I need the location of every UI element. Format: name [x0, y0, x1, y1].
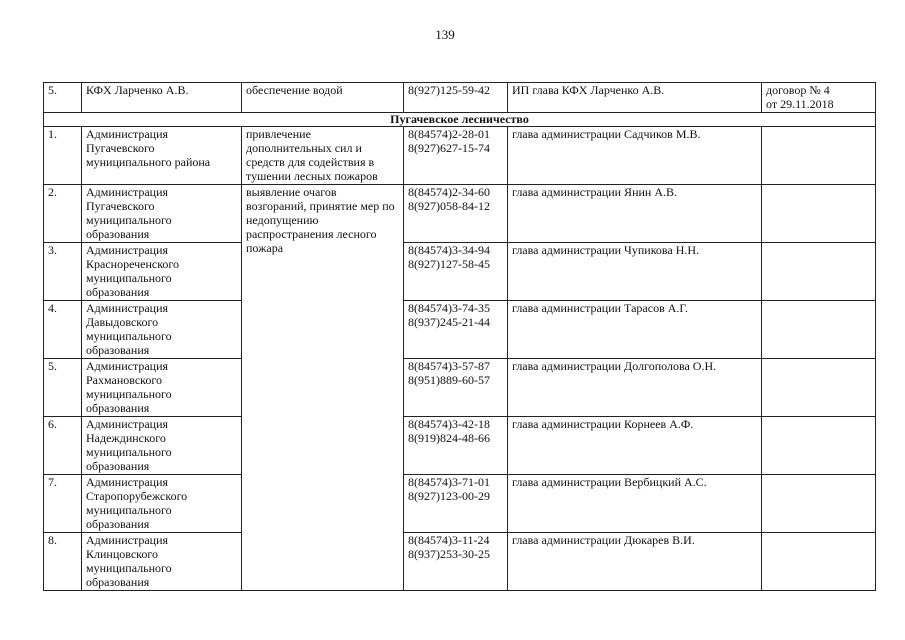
landline-phone: 8(84574)3-57-87 — [408, 359, 490, 373]
table-row — [44, 533, 876, 591]
row-number: 3. — [44, 243, 82, 301]
basis-cell — [762, 83, 876, 113]
activity-cell: выявление очагов возгораний, принятие мер по недопущению распространения лесного пожара — [242, 185, 404, 591]
responsible-cell: глава администрации Дюкарев В.И. — [508, 533, 762, 591]
table-row — [44, 83, 876, 113]
table-row — [44, 475, 876, 533]
activity-cell: обеспечение водой — [242, 83, 404, 113]
row-number: 4. — [44, 301, 82, 359]
mobile-phone: 8(951)889-60-57 — [408, 373, 490, 387]
basis-cell — [762, 475, 876, 533]
page-number: 139 — [435, 27, 455, 42]
organization-name: Администрация Пугачевского муниципального района — [82, 127, 242, 185]
row-number: 7. — [44, 475, 82, 533]
contract-date: от 29.11.2018 — [766, 97, 834, 111]
row-number: 8. — [44, 533, 82, 591]
mobile-phone: 8(927)058-84-12 — [408, 199, 490, 213]
organization-name: Администрация Пугачевского муниципального образования — [82, 185, 242, 243]
responsible-cell: глава администрации Чупикова Н.Н. — [508, 243, 762, 301]
table-row — [44, 301, 876, 359]
phone-cell — [404, 301, 508, 359]
phone-cell — [404, 475, 508, 533]
phone-cell — [404, 127, 508, 185]
row-number: 1. — [44, 127, 82, 185]
landline-phone: 8(84574)2-34-60 — [408, 185, 490, 199]
responsible-cell: ИП глава КФХ Ларченко А.В. — [508, 83, 762, 113]
row-number: 2. — [44, 185, 82, 243]
table-row — [44, 127, 876, 185]
phone-cell — [404, 417, 508, 475]
organization-name: Администрация Давыдовского муниципального образования — [82, 301, 242, 359]
contract-number: договор № 4 — [766, 83, 830, 97]
landline-phone: 8(84574)2-28-01 — [408, 127, 490, 141]
phone-cell — [404, 243, 508, 301]
responsible-cell: глава администрации Янин А.В. — [508, 185, 762, 243]
row-number: 6. — [44, 417, 82, 475]
landline-phone: 8(84574)3-71-01 — [408, 475, 490, 489]
landline-phone: 8(84574)3-74-35 — [408, 301, 490, 315]
section-title: Пугачевское лесничество — [44, 113, 876, 127]
basis-cell — [762, 243, 876, 301]
basis-cell — [762, 533, 876, 591]
row-number: 5. — [44, 83, 82, 113]
phone-cell: 8(927)125-59-42 — [404, 83, 508, 113]
landline-phone: 8(84574)3-42-18 — [408, 417, 490, 431]
activity-cell: привлечение дополнительных сил и средств для содействия в тушении лесных пожаров — [242, 127, 404, 185]
section-row — [44, 113, 876, 127]
phone-cell — [404, 533, 508, 591]
landline-phone: 8(84574)3-11-24 — [408, 533, 490, 547]
table-row — [44, 359, 876, 417]
contacts-table — [43, 82, 876, 591]
responsible-cell: глава администрации Долгополова О.Н. — [508, 359, 762, 417]
phone-cell — [404, 185, 508, 243]
basis-cell — [762, 127, 876, 185]
organization-name: КФХ Ларченко А.В. — [82, 83, 242, 113]
basis-cell — [762, 185, 876, 243]
organization-name: Администрация Клинцовского муниципального образования — [82, 533, 242, 591]
mobile-phone: 8(927)127-58-45 — [408, 257, 490, 271]
table-row — [44, 417, 876, 475]
mobile-phone: 8(919)824-48-66 — [408, 431, 490, 445]
organization-name: Администрация Краснореченского муниципального образования — [82, 243, 242, 301]
organization-name: Администрация Надеждинского муниципального образования — [82, 417, 242, 475]
responsible-cell: глава администрации Корнеев А.Ф. — [508, 417, 762, 475]
organization-name: Администрация Рахмановского муниципального образования — [82, 359, 242, 417]
responsible-cell: глава администрации Тарасов А.Г. — [508, 301, 762, 359]
organization-name: Администрация Старопорубежского муниципального образования — [82, 475, 242, 533]
basis-cell — [762, 417, 876, 475]
phone-cell — [404, 359, 508, 417]
mobile-phone: 8(927)627-15-74 — [408, 141, 490, 155]
mobile-phone: 8(937)253-30-25 — [408, 547, 490, 561]
basis-cell — [762, 301, 876, 359]
table-row — [44, 243, 876, 301]
responsible-cell: глава администрации Садчиков М.В. — [508, 127, 762, 185]
table-row — [44, 185, 876, 243]
mobile-phone: 8(937)245-21-44 — [408, 315, 490, 329]
responsible-cell: глава администрации Вербицкий А.С. — [508, 475, 762, 533]
mobile-phone: 8(927)123-00-29 — [408, 489, 490, 503]
row-number: 5. — [44, 359, 82, 417]
landline-phone: 8(84574)3-34-94 — [408, 243, 490, 257]
basis-cell — [762, 359, 876, 417]
